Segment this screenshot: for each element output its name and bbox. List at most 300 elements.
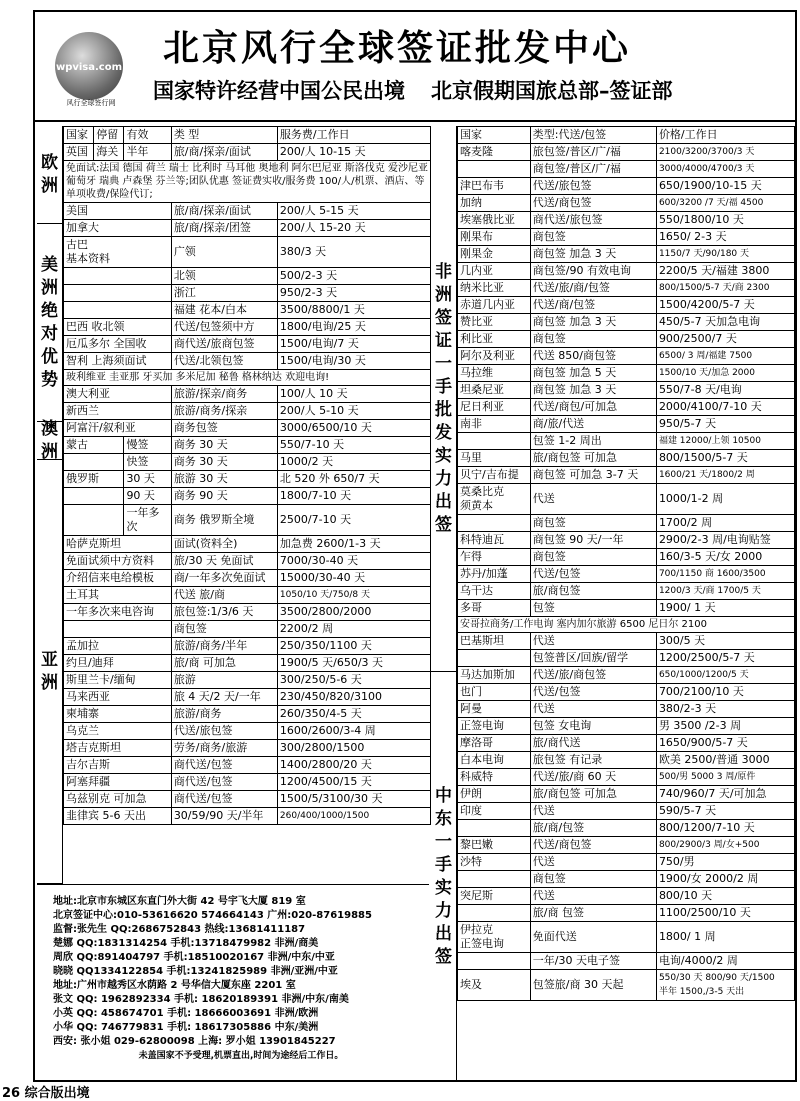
table-note: 玻利维亚 圭亚那 牙买加 多米尼加 秘鲁 格林纳达 欢迎电询!	[64, 370, 431, 386]
table-cell: 2500/7-10 天	[277, 505, 430, 536]
table-cell: 国家	[64, 127, 94, 144]
table-cell: 商/旅/代送	[530, 416, 656, 433]
table-cell: 服务费/工作日	[277, 127, 430, 144]
table-cell: 乌克兰	[64, 723, 172, 740]
table-cell: 几内亚	[458, 263, 531, 280]
table-cell: 印度	[458, 803, 531, 820]
table-cell: 300/2800/1500	[277, 740, 430, 757]
table-cell: 快签	[124, 454, 171, 471]
table-cell: 300/5 天	[656, 633, 794, 650]
table-cell: 商包签 可加急 3-7 天	[530, 467, 656, 484]
table-cell: 1500/4200/5-7 天	[656, 297, 794, 314]
table-cell	[64, 285, 172, 302]
table-cell: 2200/2 周	[277, 621, 430, 638]
page-title: 北京风行全球签证批发中心	[163, 28, 632, 69]
table-cell: 黎巴嫩	[458, 837, 531, 854]
table-row	[458, 515, 795, 532]
table-row	[64, 488, 431, 505]
table-cell: 30/59/90 天/半年	[171, 808, 277, 825]
table-cell: 北领	[171, 268, 277, 285]
table-cell: 590/5-7 天	[656, 803, 794, 820]
table-cell: 蒙古	[64, 437, 124, 454]
right-visa-table	[457, 126, 795, 1001]
table-row	[458, 314, 795, 331]
table-row	[458, 684, 795, 701]
table-cell: 800/2900/3 周/女+500	[656, 837, 794, 854]
table-cell: 商包签 90 天/一年	[530, 532, 656, 549]
table-row	[64, 268, 431, 285]
table-cell: 商包签	[530, 515, 656, 532]
table-cell: 智利 上海须面试	[64, 353, 172, 370]
table-cell: 260/350/4-5 天	[277, 706, 430, 723]
table-cell: 1200/2500/5-7 天	[656, 650, 794, 667]
table-cell	[458, 820, 531, 837]
contact-line: 周欣 QQ:891404797 手机:18510020167 非洲/中东/中亚	[53, 952, 335, 963]
table-cell: 代送/包签	[530, 684, 656, 701]
table-cell: 800/10 天	[656, 888, 794, 905]
table-cell: 加拿大	[64, 220, 172, 237]
table-cell: 旅/商 包签	[530, 905, 656, 922]
table-row	[458, 922, 795, 953]
table-cell: 740/960/7 天/可加急	[656, 786, 794, 803]
table-cell: 尼日利亚	[458, 399, 531, 416]
table-cell: 浙江	[171, 285, 277, 302]
contact-line: 晓晓 QQ1334122854 手机:13241825989 非洲/亚洲/中亚	[53, 966, 338, 977]
table-row	[458, 161, 795, 178]
contact-line: 楚娜 QQ:1831314254 手机:13718479982 非洲/商美	[53, 938, 319, 949]
table-cell: 950/5-7 天	[656, 416, 794, 433]
table-cell	[458, 650, 531, 667]
table-cell: 柬埔寨	[64, 706, 172, 723]
table-cell: 1500/10 天/加急 2000	[656, 365, 794, 382]
table-row	[458, 786, 795, 803]
table-cell: 塔吉克斯坦	[64, 740, 172, 757]
table-row	[458, 144, 795, 161]
region-label-asia: 亚 洲	[37, 460, 63, 884]
table-cell: 包签 1-2 周出	[530, 433, 656, 450]
table-cell: 莫桑比克 须黄本	[458, 484, 531, 515]
table-row	[458, 195, 795, 212]
table-row	[458, 178, 795, 195]
table-row	[458, 263, 795, 280]
table-row	[458, 331, 795, 348]
table-cell: 1800/电询/25 天	[277, 319, 430, 336]
table-row	[64, 144, 431, 161]
table-cell: 加纳	[458, 195, 531, 212]
table-cell: 马里	[458, 450, 531, 467]
table-cell: 商代送/包签	[171, 774, 277, 791]
table-cell: 1400/2800/20 天	[277, 757, 430, 774]
table-cell: 2900/2-3 周/电询贴签	[656, 532, 794, 549]
table-row	[64, 237, 431, 268]
table-cell: 商包签 加急 5 天	[530, 365, 656, 382]
table-row	[64, 386, 431, 403]
table-cell: 旅/商/探亲/团签	[171, 220, 277, 237]
table-cell: 纳米比亚	[458, 280, 531, 297]
table-cell: 旅游/探亲/商务	[171, 386, 277, 403]
table-cell: 15000/30-40 天	[277, 570, 430, 587]
table-cell: 550/30 天 800/90 天/1500 半年 1500,/3-5 天出	[656, 970, 794, 1001]
table-cell: 马达加斯加	[458, 667, 531, 684]
table-cell: 450/5-7 天加急电询	[656, 314, 794, 331]
table-cell: 代送	[530, 854, 656, 871]
table-cell: 英国	[64, 144, 94, 161]
table-cell: 伊拉克 正签电询	[458, 922, 531, 953]
table-cell: 1200/3 天/商 1700/5 天	[656, 583, 794, 600]
table-cell: 商代送/包签	[171, 757, 277, 774]
table-cell: 260/400/1000/1500	[277, 808, 430, 825]
table-row	[64, 403, 431, 420]
table-cell: 摩洛哥	[458, 735, 531, 752]
table-cell: 500/男 5000 3 周/原件	[656, 769, 794, 786]
table-cell: 阿塞拜疆	[64, 774, 172, 791]
table-cell: 1600/21 天/1800/2 周	[656, 467, 794, 484]
table-note: 免面试:法国 德国 荷兰 瑞士 比利时 马耳他 奥地利 阿尔巴尼亚 斯洛伐克 爱沙尼亚 葡萄牙 瑞典 卢森堡 芬兰等;团队优惠 签证费实收/服务费 100/人/机票、酒店、等单项收费/保险代订;	[64, 161, 431, 203]
table-cell: 俄罗斯	[64, 471, 124, 488]
table-cell: 900/2500/7 天	[656, 331, 794, 348]
table-cell: 代送/旅/商/包签	[530, 280, 656, 297]
table-cell: 380/3 天	[277, 237, 430, 268]
table-cell: 突尼斯	[458, 888, 531, 905]
table-cell: 类 型	[171, 127, 277, 144]
table-cell: 1650/900/5-7 天	[656, 735, 794, 752]
table-cell: 1900/ 1 天	[656, 600, 794, 617]
table-cell: 孟加拉	[64, 638, 172, 655]
table-cell: 100/人 10 天	[277, 386, 430, 403]
table-row	[458, 871, 795, 888]
table-row	[458, 348, 795, 365]
table-cell	[64, 268, 172, 285]
page-frame	[33, 10, 797, 1082]
table-cell: 吉尔吉斯	[64, 757, 172, 774]
table-cell: 1800/ 1 周	[656, 922, 794, 953]
table-cell: 1900/女 2000/2 周	[656, 871, 794, 888]
table-cell: 巴基斯坦	[458, 633, 531, 650]
table-row	[458, 970, 795, 1001]
table-row	[64, 420, 431, 437]
table-cell: 代送/商/包签	[530, 297, 656, 314]
table-cell	[458, 161, 531, 178]
table-cell: 有效	[124, 127, 171, 144]
table-row	[458, 212, 795, 229]
table-cell: 代送 850/商包签	[530, 348, 656, 365]
table-cell: 也门	[458, 684, 531, 701]
table-row	[458, 633, 795, 650]
table-cell	[458, 905, 531, 922]
table-cell: 250/350/1100 天	[277, 638, 430, 655]
table-cell: 代送	[530, 803, 656, 820]
table-cell: 旅/商包签 可加急	[530, 786, 656, 803]
table-row	[64, 740, 431, 757]
table-cell: 代送/商包/可加急	[530, 399, 656, 416]
table-cell: 旅/商 可加急	[171, 655, 277, 672]
table-cell: 1050/10 天/750/8 天	[277, 587, 430, 604]
table-cell: 科特迪瓦	[458, 532, 531, 549]
table-cell: 科威特	[458, 769, 531, 786]
table-row	[458, 600, 795, 617]
table-cell: 包签 女电询	[530, 718, 656, 735]
header	[35, 12, 795, 124]
table-cell: 商包签/普区/广/福	[530, 161, 656, 178]
table-cell: 旅/商/探亲/面试	[171, 203, 277, 220]
table-cell: 商包签 加急 3 天	[530, 314, 656, 331]
table-cell: 乍得	[458, 549, 531, 566]
table-cell: 代送/商包签	[530, 195, 656, 212]
table-cell: 旅/商包签	[530, 583, 656, 600]
table-row	[64, 536, 431, 553]
table-cell: 代送/旅包签	[530, 178, 656, 195]
table-cell: 商代送/旅包签	[530, 212, 656, 229]
table-cell: 包签	[530, 600, 656, 617]
table-cell: 商包签 加急 3 天	[530, 246, 656, 263]
table-cell: 古巴 基本资料	[64, 237, 172, 268]
table-cell: 沙特	[458, 854, 531, 871]
table-cell: 旅包签 有记录	[530, 752, 656, 769]
table-cell: 刚果布	[458, 229, 531, 246]
table-cell: 商务 俄罗斯全境	[171, 505, 277, 536]
table-cell: 550/1800/10 天	[656, 212, 794, 229]
table-cell: 多哥	[458, 600, 531, 617]
table-cell: 550/7-8 天/电询	[656, 382, 794, 399]
table-cell: 200/人 10-15 天	[277, 144, 430, 161]
table-row	[458, 229, 795, 246]
table-cell: 赤道几内亚	[458, 297, 531, 314]
table-cell: 面试(资料全)	[171, 536, 277, 553]
table-cell: 1000/1-2 周	[656, 484, 794, 515]
table-cell: 1900/5 天/650/3 天	[277, 655, 430, 672]
table-cell: 商务 30 天	[171, 437, 277, 454]
table-cell: 商包签	[530, 331, 656, 348]
table-row	[458, 803, 795, 820]
table-cell: 福建 12000/上领 10500	[656, 433, 794, 450]
table-cell: 劳务/商务/旅游	[171, 740, 277, 757]
table-cell: 约旦/迪拜	[64, 655, 172, 672]
table-cell: 200/人 5-15 天	[277, 203, 430, 220]
table-cell: 澳大利亚	[64, 386, 172, 403]
table-row	[458, 549, 795, 566]
table-row	[64, 774, 431, 791]
table-row	[458, 297, 795, 314]
table-row	[64, 757, 431, 774]
contact-line: 地址:北京市东城区东直门外大街 42 号宇飞大厦 819 室	[53, 896, 306, 907]
table-cell	[458, 433, 531, 450]
table-cell: 230/450/820/3100	[277, 689, 430, 706]
table-cell: 哈萨克斯坦	[64, 536, 172, 553]
table-cell: 土耳其	[64, 587, 172, 604]
table-note: 安哥拉商务/工作电询 塞内加尔旅游 6500 尼日尔 2100	[458, 617, 795, 633]
table-cell: 旅游/商务/半年	[171, 638, 277, 655]
table-cell: 加急费 2600/1-3 天	[277, 536, 430, 553]
table-cell: 电询/4000/2 周	[656, 953, 794, 970]
table-cell: 厄瓜多尔 全国收	[64, 336, 172, 353]
table-cell: 贝宁/吉布提	[458, 467, 531, 484]
table-cell: 旅游/商务	[171, 706, 277, 723]
table-cell: 韭律宾 5-6 天出	[64, 808, 172, 825]
table-cell: 1500/5/3100/30 天	[277, 791, 430, 808]
table-cell: 700/1150 商 1600/3500	[656, 566, 794, 583]
table-row	[458, 246, 795, 263]
table-cell: 旅 4 天/2 天/一年	[171, 689, 277, 706]
table-cell: 代送/旅/商包签	[530, 667, 656, 684]
table-cell: 南非	[458, 416, 531, 433]
table-row	[64, 285, 431, 302]
table-cell: 代送/旅/商 60 天	[530, 769, 656, 786]
region-label-middle-east: 中 东 一 手 实 力 出 签	[431, 672, 457, 1082]
table-cell: 斯里兰卡/缅甸	[64, 672, 172, 689]
table-cell: 1700/2 周	[656, 515, 794, 532]
table-row	[458, 467, 795, 484]
table-cell: 苏丹/加蓬	[458, 566, 531, 583]
table-cell: 商包签	[171, 621, 277, 638]
contact-line: 北京签证中心:010-53616620 574664143 广州:020-87619885	[53, 910, 372, 921]
contact-line: 西安: 张小姐 029-62800098 上海: 罗小姐 13901845227	[53, 1036, 336, 1047]
logo-subtext: 风行全球签行网	[66, 99, 116, 107]
table-cell: 慢签	[124, 437, 171, 454]
table-cell: 马拉维	[458, 365, 531, 382]
table-cell: 半年	[124, 144, 171, 161]
table-cell: 6500/ 3 周/福建 7500	[656, 348, 794, 365]
table-cell: 伊朗	[458, 786, 531, 803]
table-cell: 包签普区/回族/留学	[530, 650, 656, 667]
page-subtitle	[153, 76, 793, 106]
table-row	[458, 735, 795, 752]
table-cell: 包签旅/商 30 天起	[530, 970, 656, 1001]
table-row	[64, 203, 431, 220]
table-row	[64, 161, 431, 203]
table-cell: 2200/5 天/福建 3800	[656, 263, 794, 280]
table-row	[64, 587, 431, 604]
table-cell: 欧美 2500/普通 3000	[656, 752, 794, 769]
table-cell	[64, 621, 172, 638]
table-row	[458, 399, 795, 416]
table-row	[458, 820, 795, 837]
table-row	[64, 655, 431, 672]
table-row	[64, 454, 431, 471]
table-cell: 1100/2500/10 天	[656, 905, 794, 922]
table-cell: 商包签	[530, 871, 656, 888]
table-cell: 750/男	[656, 854, 794, 871]
table-row	[64, 689, 431, 706]
table-cell: 马来西亚	[64, 689, 172, 706]
table-cell: 3000/4000/4700/3 天	[656, 161, 794, 178]
table-row	[64, 437, 431, 454]
table-row	[458, 617, 795, 633]
table-cell: 价格/工作日	[656, 127, 794, 144]
table-cell: 代送	[530, 633, 656, 650]
table-cell: 旅/商包签 可加急	[530, 450, 656, 467]
table-cell: 30 天	[124, 471, 171, 488]
table-cell: 950/2-3 天	[277, 285, 430, 302]
table-row	[458, 905, 795, 922]
table-row	[458, 382, 795, 399]
table-cell: 3000/6500/10 天	[277, 420, 430, 437]
table-cell: 旅/30 天 免面试	[171, 553, 277, 570]
table-cell: 乌干达	[458, 583, 531, 600]
table-cell: 商务 90 天	[171, 488, 277, 505]
table-cell: 1500/电询/30 天	[277, 353, 430, 370]
table-cell: 一年多次	[124, 505, 171, 536]
table-cell: 旅游/商务/探亲	[171, 403, 277, 420]
table-cell: 旅游	[171, 672, 277, 689]
table-row	[64, 127, 431, 144]
table-row	[64, 471, 431, 488]
table-cell: 一年多次来电咨询	[64, 604, 172, 621]
table-cell: 类型:代送/包签	[530, 127, 656, 144]
table-row	[458, 583, 795, 600]
table-cell: 1650/ 2-3 天	[656, 229, 794, 246]
table-row	[64, 706, 431, 723]
table-row	[458, 450, 795, 467]
table-cell: 津巴布韦	[458, 178, 531, 195]
table-row	[64, 553, 431, 570]
region-label-oceania: 澳 洲	[37, 422, 63, 460]
table-cell: 2000/4100/7-10 天	[656, 399, 794, 416]
table-row	[64, 370, 431, 386]
table-row	[458, 888, 795, 905]
table-cell: 600/3200 /7 天/福 4500	[656, 195, 794, 212]
table-cell: 商包签	[530, 549, 656, 566]
table-cell: 埃及	[458, 970, 531, 1001]
table-cell: 800/1500/5-7 天	[656, 450, 794, 467]
table-cell: 1800/7-10 天	[277, 488, 430, 505]
contact-line: 地址:广州市越秀区水荫路 2 号华信大厦东座 2201 室	[53, 980, 296, 991]
table-cell: 利比亚	[458, 331, 531, 348]
table-cell: 700/2100/10 天	[656, 684, 794, 701]
table-cell: 1200/4500/15 天	[277, 774, 430, 791]
table-cell: 800/1200/7-10 天	[656, 820, 794, 837]
logo-text: wpvisa.com	[55, 62, 123, 73]
table-cell: 旅包签:1/3/6 天	[171, 604, 277, 621]
contact-line: 张文 QQ: 1962892334 手机: 18620189391 非洲/中东/南美	[53, 994, 349, 1005]
table-cell: 商代送/旅商包签	[171, 336, 277, 353]
table-cell	[64, 302, 172, 319]
table-cell: 160/3-5 天/女 2000	[656, 549, 794, 566]
table-cell: 正签电询	[458, 718, 531, 735]
table-cell: 北 520 外 650/7 天	[277, 471, 430, 488]
table-cell: 商务 30 天	[171, 454, 277, 471]
table-cell: 商包签 加急 3 天	[530, 382, 656, 399]
table-row	[64, 220, 431, 237]
table-cell: 坦桑尼亚	[458, 382, 531, 399]
table-cell: 3500/2800/2000	[277, 604, 430, 621]
table-cell: 旅游 30 天	[171, 471, 277, 488]
table-cell: 90 天	[124, 488, 171, 505]
table-cell: 650/1000/1200/5 天	[656, 667, 794, 684]
table-cell: 代送 旅/商	[171, 587, 277, 604]
table-row	[458, 718, 795, 735]
table-cell: 埃塞俄比亚	[458, 212, 531, 229]
table-cell: 商代送/包签	[171, 791, 277, 808]
table-row	[64, 638, 431, 655]
table-cell: 代送/商包签	[530, 837, 656, 854]
table-cell: 代送/包签须中方	[171, 319, 277, 336]
table-cell: 国家	[458, 127, 531, 144]
table-row	[458, 650, 795, 667]
table-cell: 赞比亚	[458, 314, 531, 331]
table-cell: 巴西 收北领	[64, 319, 172, 336]
table-cell: 3500/8800/1 天	[277, 302, 430, 319]
table-cell: 阿尔及利亚	[458, 348, 531, 365]
subtitle-left: 国家特许经营中国公民出境	[153, 79, 405, 103]
table-row	[458, 854, 795, 871]
table-cell	[64, 505, 124, 536]
table-row	[64, 808, 431, 825]
table-cell	[64, 488, 124, 505]
table-row	[64, 319, 431, 336]
table-cell: 1000/2 天	[277, 454, 430, 471]
table-row	[64, 336, 431, 353]
table-cell: 男 3500 /2-3 周	[656, 718, 794, 735]
